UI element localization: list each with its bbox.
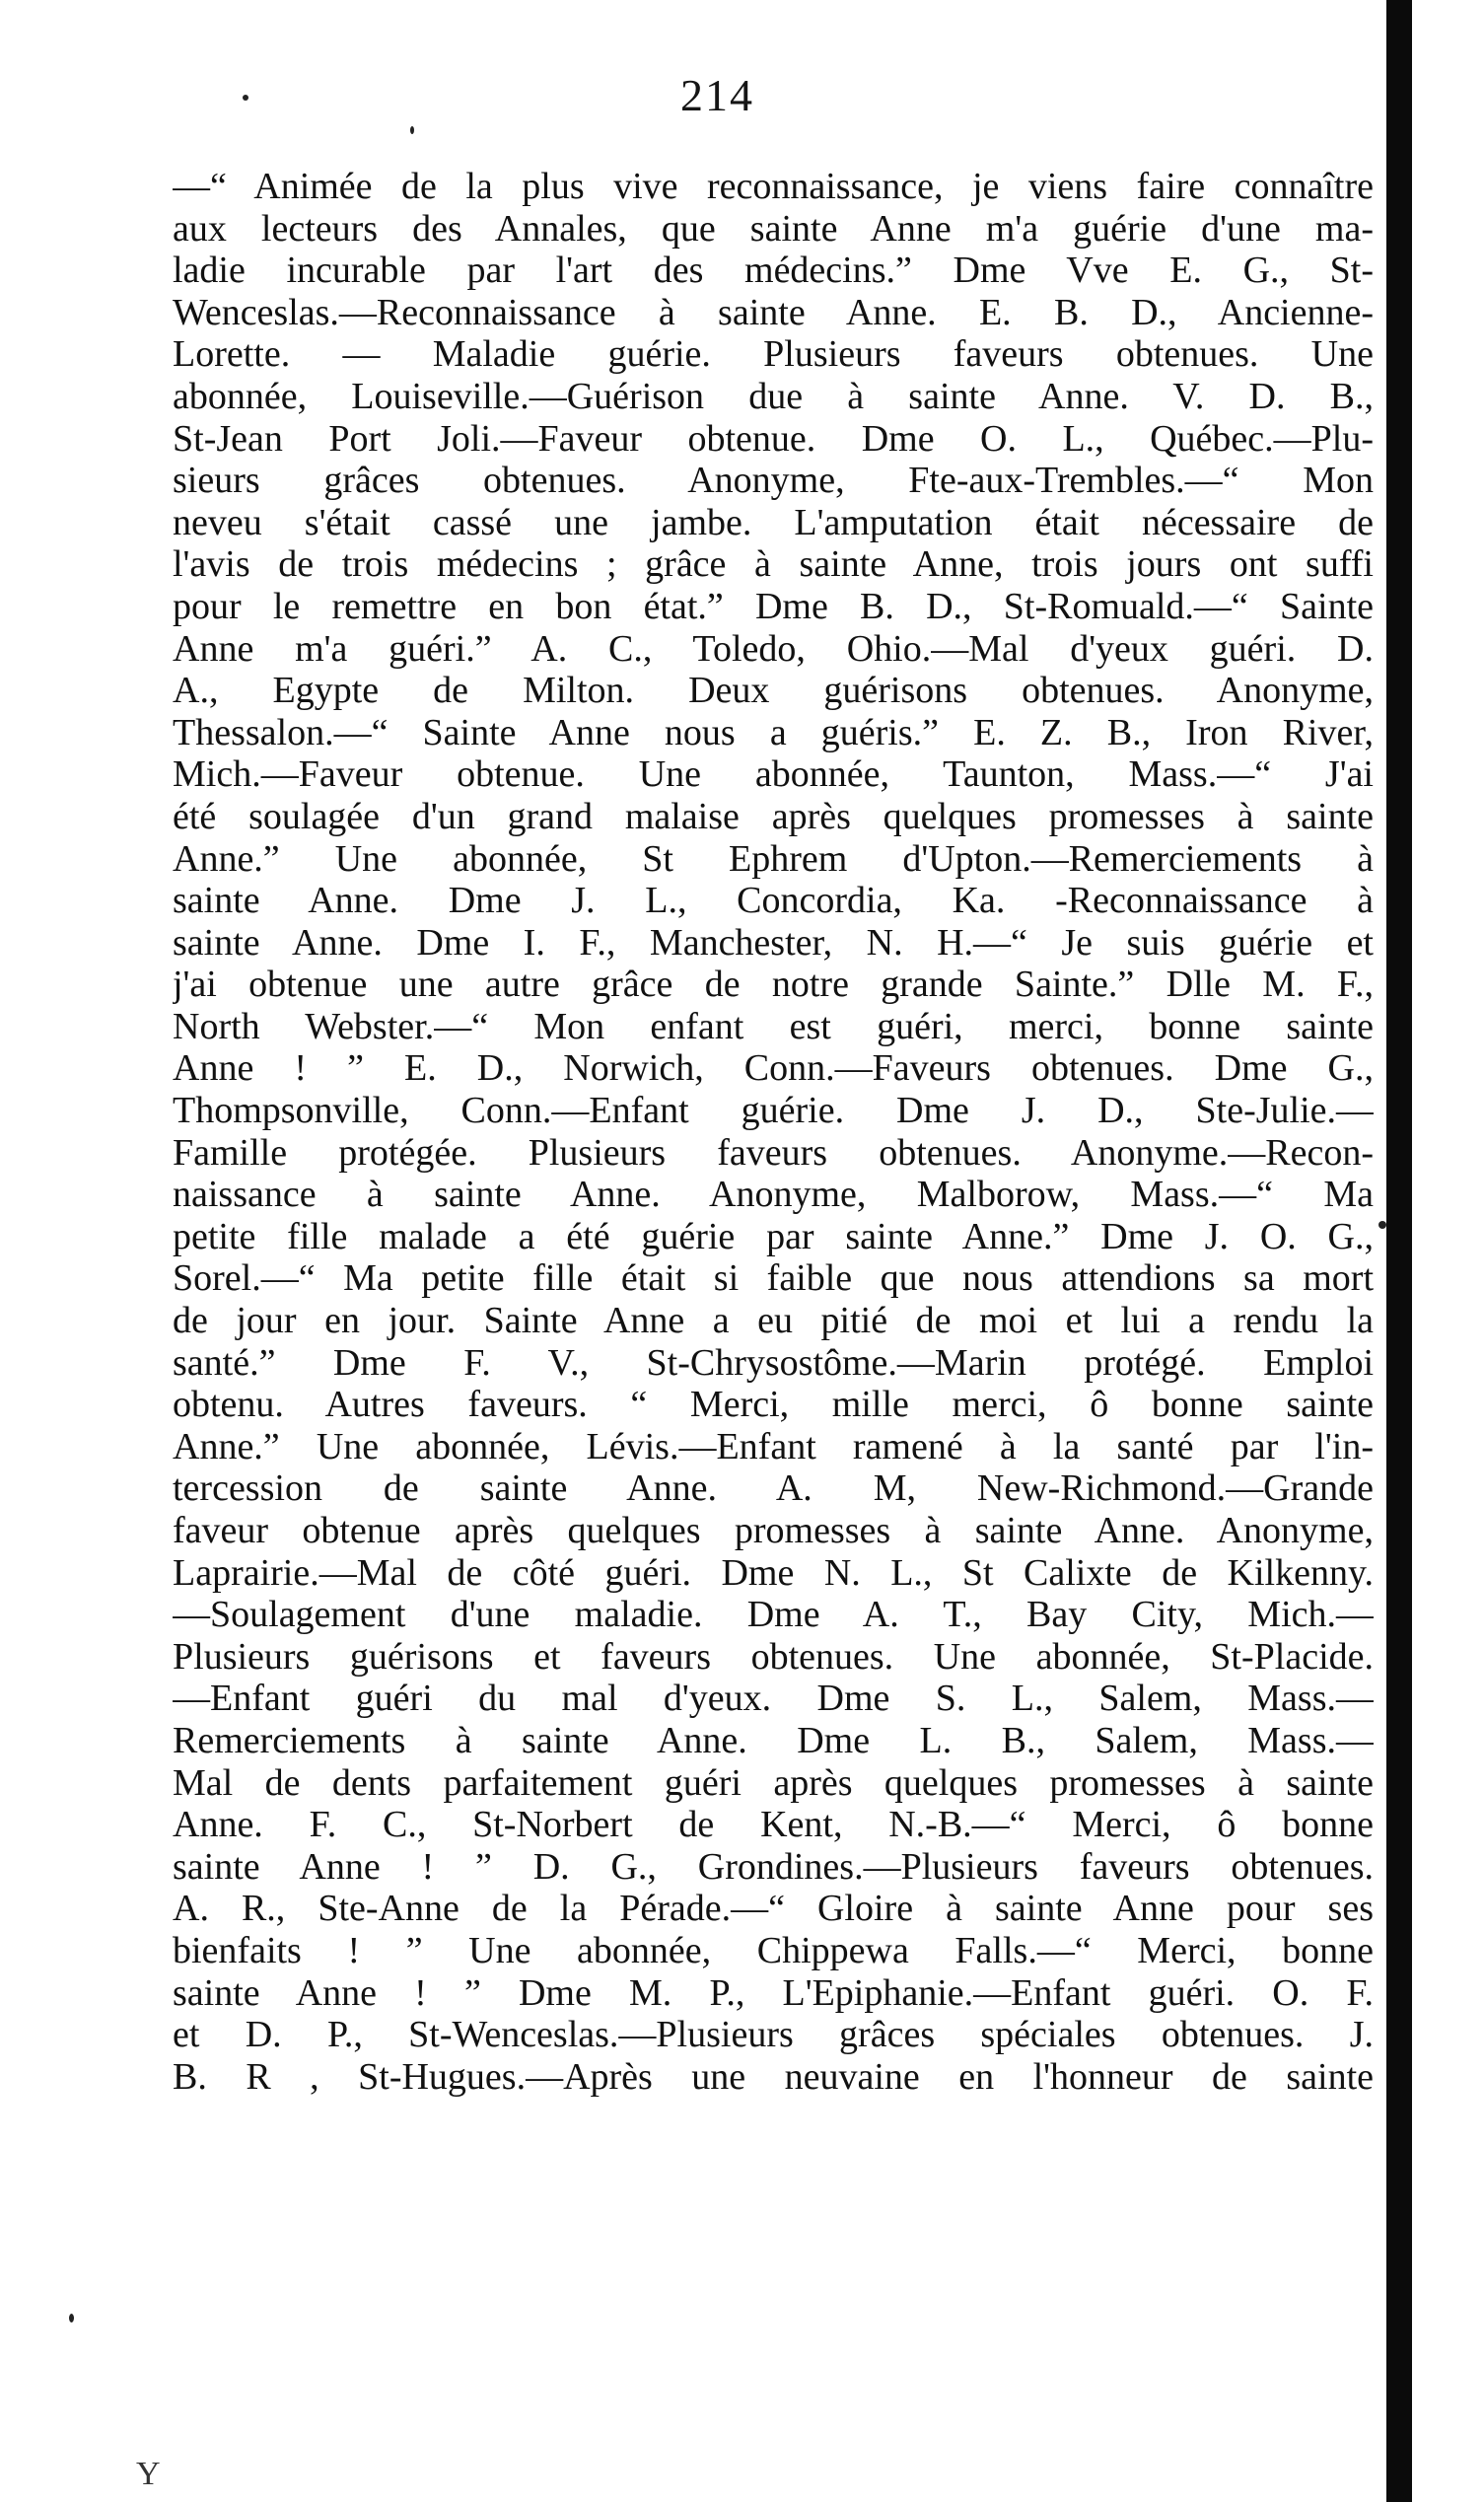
text-line: Mal de dents parfaitement guéri après quelques promesses à sainte (173, 1761, 1374, 1804)
text-line: faveur obtenue après quelques promesses à sainte Anne. Anonyme, (173, 1510, 1374, 1551)
text-line: santé.” Dme F. V., St-Chrysostôme.—Marin protégé. Emploi (173, 1341, 1374, 1384)
text-line: et D. P., St-Wenceslas.—Plusieurs grâces spéciales obtenues. J. (173, 2014, 1374, 2056)
text-line: Laprairie.—Mal de côté guéri. Dme N. L., St Calixte de Kilkenny. (173, 1551, 1374, 1594)
text-line: sainte Anne ! ” D. G., Grondines.—Plusieurs faveurs obtenues. (173, 1845, 1374, 1888)
text-line: tercession de sainte Anne. A. M, New-Richmond.—Grande (173, 1467, 1374, 1510)
text-line: Plusieurs guérisons et faveurs obtenues. Une abonnée, St-Placide. (173, 1635, 1374, 1678)
text-line: l'avis de trois médecins ; grâce à sainte Anne, trois jours ont suffi (173, 543, 1374, 586)
text-line: —Soulagement d'une maladie. Dme A. T., Bay City, Mich.— (173, 1594, 1374, 1636)
text-line: abonnée, Louiseville.—Guérison due à sainte Anne. V. D. B., (173, 375, 1374, 417)
text-line: —“ Animée de la plus vive reconnaissance, je viens faire connaître (173, 166, 1374, 207)
text-line: Anne m'a guéri.” A. C., Toledo, Ohio.—Mal d'yeux guéri. D. (173, 627, 1374, 670)
text-line: sainte Anne. Dme J. L., Concordia, Ka. -Reconnaissance à (173, 880, 1374, 922)
text-line: Mich.—Faveur obtenue. Une abonnée, Taunton, Mass.—“ J'ai (173, 753, 1374, 796)
text-line: petite fille malade a été guérie par sainte Anne.” Dme J. O. G., (173, 1215, 1374, 1257)
page-edge-shadow (1386, 0, 1412, 2502)
scan-speck (1378, 1221, 1386, 1229)
text-line: —Enfant guéri du mal d'yeux. Dme S. L., Salem, Mass.— (173, 1678, 1374, 1720)
text-line: bienfaits ! ” Une abonnée, Chippewa Falls.—“ Merci, bonne (173, 1929, 1374, 1971)
text-line: été soulagée d'un grand malaise après quelques promesses à sainte (173, 795, 1374, 837)
text-line: sainte Anne. Dme I. F., Manchester, N. H.—“ Je suis guérie et (173, 921, 1374, 964)
text-line: de jour en jour. Sainte Anne a eu pitié de moi et lui a rendu la (173, 1300, 1374, 1342)
scan-speck (69, 2314, 74, 2323)
text-line: Anne. F. C., St-Norbert de Kent, N.-B.—“ Merci, ô bonne (173, 1804, 1374, 1846)
text-line: Anne ! ” E. D., Norwich, Conn.—Faveurs obtenues. Dme G., (173, 1047, 1374, 1090)
text-line: pour le remettre en bon état.” Dme B. D., St-Romuald.—“ Sainte (173, 585, 1374, 627)
body-text (173, 166, 1374, 2098)
text-line: sainte Anne ! ” Dme M. P., L'Epiphanie.—Enfant guéri. O. F. (173, 1971, 1374, 2014)
text-line: obtenu. Autres faveurs. “ Merci, mille merci, ô bonne sainte (173, 1384, 1374, 1426)
text-line: Famille protégée. Plusieurs faveurs obtenues. Anonyme.—Recon- (173, 1131, 1374, 1174)
text-line: B. R , St-Hugues.—Après une neuvaine en l'honneur de sainte (173, 2055, 1374, 2098)
text-line: naissance à sainte Anne. Anonyme, Malborow, Mass.—“ Ma (173, 1174, 1374, 1216)
text-line: Thompsonville, Conn.—Enfant guérie. Dme J. D., Ste-Julie.— (173, 1090, 1374, 1132)
text-line: Anne.” Une abonnée, St Ephrem d'Upton.—Remerciements à (173, 837, 1374, 880)
text-line: j'ai obtenue une autre grâce de notre grande Sainte.” Dlle M. F., (173, 964, 1374, 1006)
page-number: 214 (680, 70, 754, 120)
text-line: Lorette. — Maladie guérie. Plusieurs faveurs obtenues. Une (173, 333, 1374, 376)
text-line: ladie incurable par l'art des médecins.” Dme Vve E. G., St- (173, 250, 1374, 292)
bottom-margin-mark: Y (136, 2456, 161, 2492)
text-line: Remerciements à sainte Anne. Dme L. B., Salem, Mass.— (173, 1719, 1374, 1761)
text-line: neveu s'était cassé une jambe. L'amputation était nécessaire de (173, 501, 1374, 543)
text-line: Wenceslas.—Reconnaissance à sainte Anne. E. B. D., Ancienne- (173, 291, 1374, 333)
text-line: St-Jean Port Joli.—Faveur obtenue. Dme O. L., Québec.—Plu- (173, 417, 1374, 460)
text-line: A. R., Ste-Anne de la Pérade.—“ Gloire à sainte Anne pour ses (173, 1888, 1374, 1930)
text-line: sieurs grâces obtenues. Anonyme, Fte-aux-Trembles.—“ Mon (173, 460, 1374, 502)
text-line: Anne.” Une abonnée, Lévis.—Enfant ramené à la santé par l'in- (173, 1425, 1374, 1467)
text-line: Thessalon.—“ Sainte Anne nous a guéris.” E. Z. B., Iron River, (173, 711, 1374, 753)
scan-speck (243, 95, 248, 101)
scan-speck (410, 126, 414, 134)
text-line: A., Egypte de Milton. Deux guérisons obtenues. Anonyme, (173, 670, 1374, 712)
text-line: Sorel.—“ Ma petite fille était si faible que nous attendions sa mort (173, 1257, 1374, 1300)
text-line: North Webster.—“ Mon enfant est guéri, merci, bonne sainte (173, 1005, 1374, 1047)
text-line: aux lecteurs des Annales, que sainte Anne m'a guérie d'une ma- (173, 207, 1374, 250)
